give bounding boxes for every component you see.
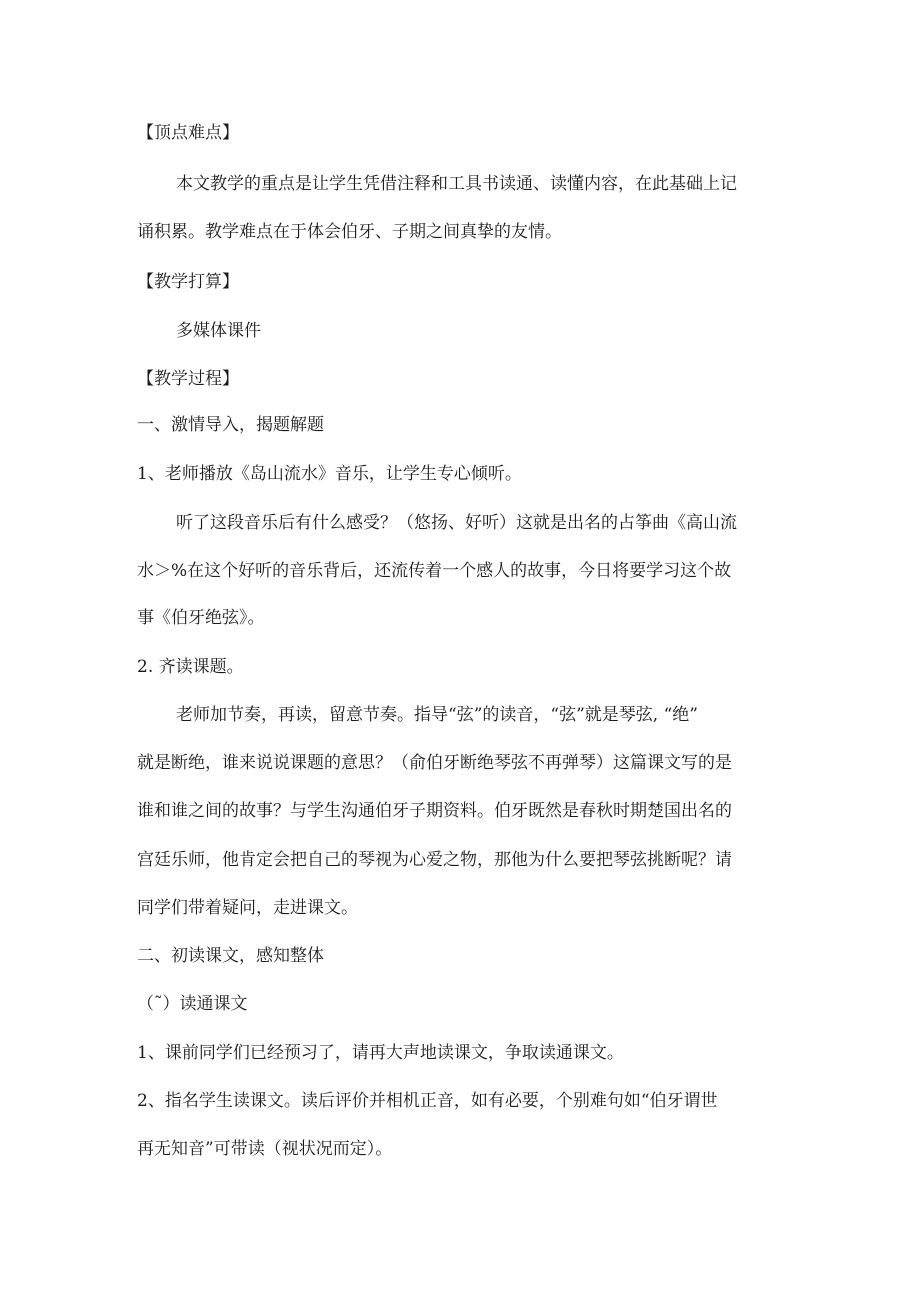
- key-points-paragraph-line-1: 本文教学的重点是让学生凭借注释和工具书读通、读懂内容，在此基础上记: [176, 174, 737, 194]
- step-two-subtitle: （˜）读通课文: [137, 994, 248, 1014]
- title-paragraph-line-4: 宫廷乐师，他肯定会把自己的琴视为心爱之物，那他为什么要把琴弦挑断呢？请: [137, 850, 732, 870]
- preparation-text: 多媒体课件: [176, 321, 261, 341]
- step-two-title: 二、初读课文，感知整体: [137, 946, 324, 966]
- section-heading-process: 【教学过程】: [137, 369, 239, 389]
- title-paragraph-line-5: 同学们带着疑问，走进课文。: [137, 898, 358, 918]
- step-one-title: 一、激情导入，揭题解题: [137, 415, 324, 435]
- music-paragraph-line-1: 听了这段音乐后有什么感受？（悠扬、好听）这就是出名的占筝曲《高山流: [176, 513, 737, 533]
- music-paragraph-line-2: 水＞%在这个好听的音乐背后，还流传着一个感人的故事，今日将要学习这个故: [137, 561, 732, 581]
- step-one-item-2: 2. 齐读课题。: [137, 657, 244, 677]
- step-two-item-2-line-1: 2、指名学生读课文。读后评价并相机正音，如有必要，个别难句如“伯牙谓世: [137, 1091, 718, 1111]
- step-two-item-2-line-2: 再无知音”可带读（视状况而定）。: [137, 1139, 393, 1159]
- title-paragraph-line-3: 谁和谁之间的故事？与学生沟通伯牙子期资料。伯牙既然是春秋时期楚国出名的: [137, 801, 732, 821]
- step-one-item-1: 1、老师播放《岛山流水》音乐，让学生专心倾听。: [137, 464, 522, 484]
- title-paragraph-line-2: 就是断绝，谁来说说课题的意思？（俞伯牙断绝琴弦不再弹琴）这篇课文写的是: [137, 753, 732, 773]
- title-paragraph-line-1: 老师加节奏，再读，留意节奏。指导“弦”的读音，“弦”就是琴弦, “绝”: [176, 705, 698, 725]
- section-heading-key-points: 【顶点难点】: [137, 123, 239, 143]
- key-points-paragraph-line-2: 诵积累。教学难点在于体会伯牙、子期之间真挚的友情。: [137, 222, 562, 242]
- section-heading-preparation: 【教学打算】: [137, 272, 239, 292]
- music-paragraph-line-3: 事《伯牙绝弦》。: [137, 608, 265, 628]
- step-two-item-1: 1、课前同学们已经预习了，请再大声地读课文，争取读通课文。: [137, 1043, 624, 1063]
